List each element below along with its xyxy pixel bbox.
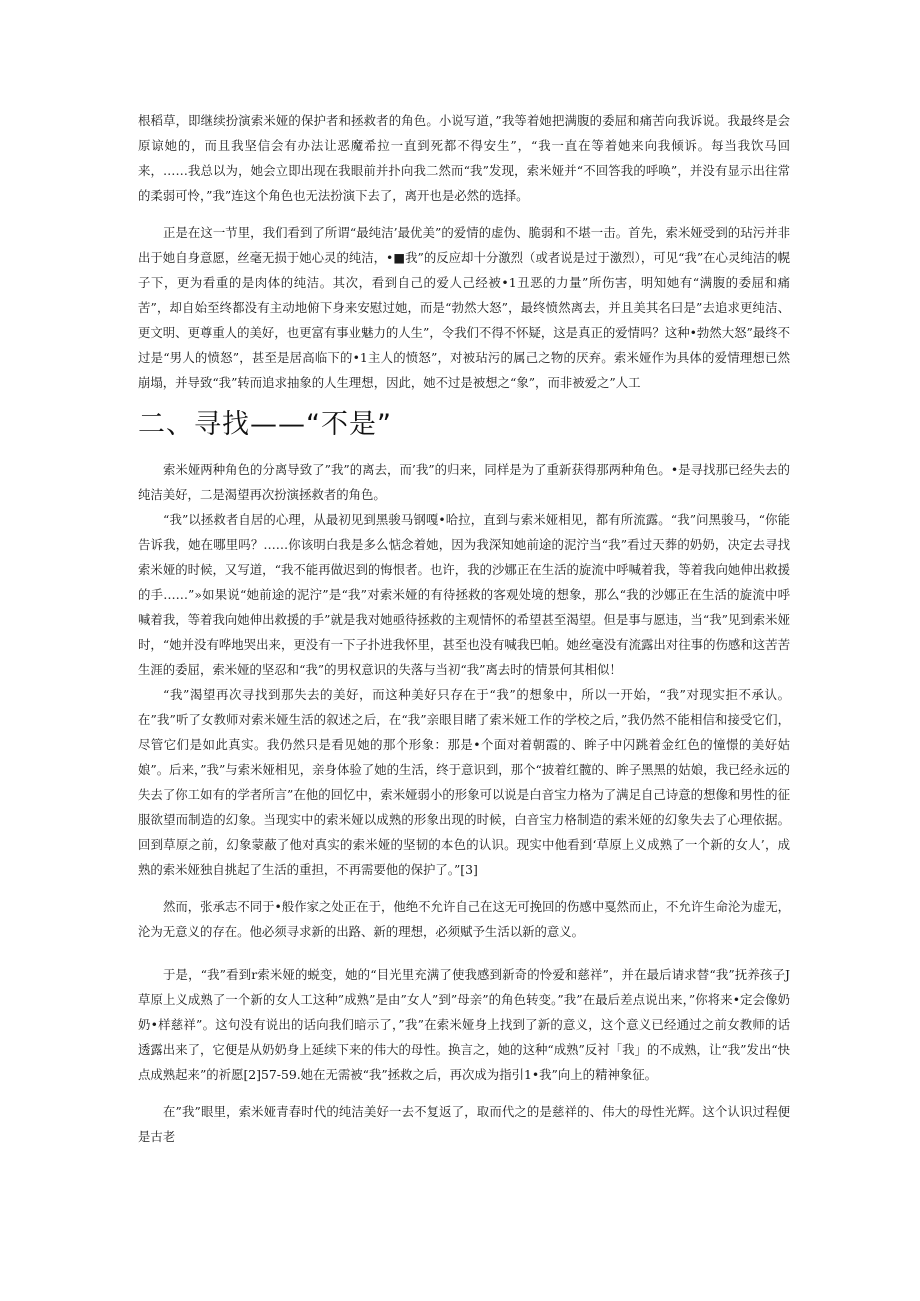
paragraph-3: 索米娅两种角色的分离导致了”我”的离去，而’我”的归来，同样是为了重新获得那两种角色。•是寻找那已经失去的纯洁美好，二是渴望再次扮演拯救者的角色。: [138, 462, 790, 502]
section-heading: 二、寻找——“不是”: [138, 409, 392, 440]
paragraph-1: 根稻草，即继续扮演索米娅的保护者和拯救者的角色。小说写道，”我等着她把满腹的委屈和痛苦向我诉说。我最终是会原谅她的，而且我坚信会有办法让恶魔希拉一直到死都不得安生”，“我一直在等着她来向我倾诉。每当我饮马回来，……我总以为，她会立即出现在我眼前并扑向我二然而“我”发现，索米娅并“不回答我的呼唤”，并没有显示出往常的柔弱可怜，”我”连这个角色也无法扮演下去了，离开也是必然的选择。: [138, 113, 790, 203]
paragraph-8: 在”我”眼里，索米娅青春时代的纯洁美好一去不复返了，取而代之的是慈祥的、伟大的母性光辉。这个认识过程便是古老: [138, 1104, 790, 1144]
document-page: [138, 108, 790, 1149]
paragraph-4: “我”以拯救者自居的心理，从最初见到黑骏马钢嘎•哈拉，直到与索米娅相见，都有所流露。“我”问黑骏马，“你能告诉我，她在哪里吗？……你该明白我是多么惦念着她，因为我深知她前途的泥泞当“我”看过天葬的奶奶，决定去寻找索米娅的时候，又写道，“我不能再做迟到的悔恨者。也许，我的沙娜正在生活的旋流中呼喊着我，等着我向她伸出救援的手……”»如果说“她前途的泥泞”是“我”对索米娅的有待拯救的客观处境的想象，那么“我的沙娜正在生活的旋流中呼喊着我，等着我向她伸出救援的手”就是我对她亟待拯救的主观情怀的希望甚至渴望。但是事与愿违，当“我”见到索米娅时，“她并没有哗地哭出来，更没有一下子扑进我怀里，甚至也没有喊我巴帕。她丝毫没有流露出对往事的伤感和这苦苦生涯的委屈，索米娅的坚忍和“我”的男权意识的失落与当初“我”离去时的情景何其相似！: [138, 512, 790, 677]
paragraph-5: “我”渴望再次寻找到那失去的美好，而这种美好只存在于“我”的想象中，所以一开始，“我”对现实拒不承认。在”我”听了女教师对索米娅生活的叙述之后，在“我”亲眼目睹了索米娅工作的学校之后，”我仍然不能相信和接受它们，尽管它们是如此真实。我仍然只是看见她的那个形象：那是•个面对着朝霞的、眸子中闪跳着金红色的憧憬的美好姑娘”。后来，”我”与索米娅相见，亲身体验了她的生活，终于意识到，那个“披着红髋的、眸子黑黑的姑娘，我已经永远的失去了你工如有的学者所言”在他的回忆中，索米娅弱小的形象可以说是白音宝力格为了满足自己诗意的想像和男性的征服欲望而制造的幻象。当现实中的索米娅以成熟的形象出现的时候，白音宝力格制造的索米娅的幻象失去了心理依据。回到草原之前，幻象蒙蔽了他对真实的索米娅的坚韧的本色的认识。现实中他看到‘草原上义成熟了一个新的女人’，成熟的索米娅独自挑起了生活的重担，不再需要他的保护了。”[3]: [138, 687, 790, 877]
paragraph-7: 于是，“我”看到r索米娅的蜕变，她的“目光里充满了使我感到新奇的怜爱和慈祥”，并在最后请求替“我”抚养孩子J草原上义成熟了一个新的女人工这种”成熟”是由”女人”到”母亲”的角色转变。”我”在最后差点说出来，”你将来•定会像奶奶•样慈祥”。这句没有说出的话向我们暗示了，”我”在索米娅身上找到了新的意义，这个意义已经通过之前女教师的话透露出来了，它便是从奶奶身上延续下来的伟大的母性。换言之，她的这种“成熟”反衬「我」的不成熟，让“我”发出“快点成熟起来”的祈愿[2]57-59.她在无需被“我”拯救之后，再次成为指引1•我”向上的精神象征。: [138, 967, 790, 1082]
paragraph-6: 然而，张承志不同于•般作家之处正在于，他绝不允许自己在这无可挽回的伤感中戛然而止，不允许生命沦为虚无，沦为无意义的存在。他必须寻求新的出路、新的理想，必须赋予生活以新的意义。: [138, 899, 790, 939]
paragraph-2: 正是在这一节里，我们看到了所谓“最纯洁’最优美”的爱情的虚伪、脆弱和不堪一击。首先，索米娅受到的玷污并非出于她自身意愿，丝毫无损于她心灵的纯洁，•■我”的反应却十分激烈（或者说是过于激烈），可见“我”在心灵纯洁的幌子下，更为看重的是肉体的纯洁。其次，看到自己的爱人己经被•1丑恶的力量”所伤害，明知她有“满腹的委屈和痛苦”，却自始至终都没有主动地俯下身来安慰过她，而是“勃然大怒”，最终愤然离去，并且美其名曰是”去追求更纯洁、更文明、更尊重人的美好，也更富有事业魅力的人生”，令我们不得不怀疑，这是真正的爱情吗？这种•勃然大怒”最终不过是“男人的愤怒”，甚至是居高临下的•1主人的愤怒”，对被玷污的属己之物的厌弃。索米娅作为具体的爱情理想已然崩塌，并导致“我”转而追求抽象的人生理想，因此，她不过是被想之“象”，而非被爱之”人工: [138, 225, 790, 390]
